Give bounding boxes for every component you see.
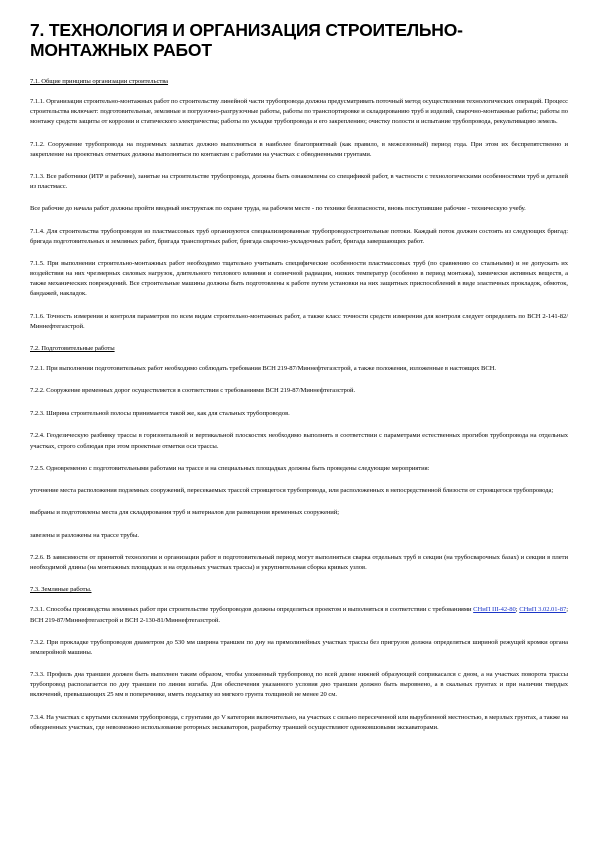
paragraph: 7.2.2. Сооружение временных дорог осуществляется в соответствии с требованиями ВСН 219-87/Миннефтегазстрой. [30,387,356,395]
paragraph-text: ; [515,606,520,614]
paragraph: завезены и разложены на трассе трубы. [30,531,139,539]
paragraph [30,605,568,625]
paragraph: выбраны и подготовлены места для складирования труб и материалов для размещения временных сооружений; [30,509,340,517]
paragraph: 7.2.1. При выполнении подготовительных работ необходимо соблюдать требования ВСН 219-87/Миннефтегазстрой, а также положения, изложенные в настоящих ВСН. [30,365,497,372]
document-body [30,77,568,733]
paragraph: уточнение места расположения подземных сооружений, пересекаемых трассой строящегося трубопровода, или расположенных в непосредственной близости от строящегося трубопровода; [30,487,554,495]
paragraph: 7.1.3. Все работники (ИТР и рабочие), занятые на строительстве трубопровода, должны быть ознакомлены со спецификой работ, в частности с технологическими особенностями труб и деталей из пластмасс. [30,172,568,191]
paragraph: 7.1.5. При выполнении строительно-монтажных работ необходимо тщательно учитывать специфические особенности пластмассовых труб (по сравнению со стальными) и не допускать их воздействия на них чрезмерных силовых нагрузок, длительного теплового влияния и солнечной радиации, низких температур (особенно в период монтажа), химически активных веществ, а также механических повреждений. Все строительные машины должны быть подготовлены к работе путем установки на них защитных приспособлений в виде эластичных прокладок, обмоток, бандажей, накладок. [30,259,568,298]
page-title: 7. ТЕХНОЛОГИЯ И ОРГАНИЗАЦИЯ СТРОИТЕЛЬНО-МОНТАЖНЫХ РАБОТ [30,20,463,60]
section-heading: 7.1. Общие принципы организации строительства [30,78,169,85]
snip-link[interactable]: СНиП III-42-80 [473,606,516,614]
paragraph: 7.2.3. Ширина строительной полосы принимается такой же, как для стальных трубопроводов. [30,409,290,417]
snip-link[interactable]: СНиП 3.02.01-87 [519,606,567,614]
paragraph-text: 7.3.1. Способы производства земляных работ при строительстве трубопроводов должны определяться проектом и выполняться в соответствии с требованиями [30,606,474,614]
paragraph: Все рабочие до начала работ должны пройти вводный инструктаж по охране труда, на рабочем месте - по технике безопасности, вновь поступившие рабочие - техническую учебу. [30,205,526,213]
paragraph: 7.2.4. Геодезическую разбивку трассы в горизонтальной и вертикальной плоскостях необходимо выполнять в соответствии с параметрами естественных прогибов трубопровода на отдельных участках, строго соблюдая при этом проектные отметки оси трассы. [30,432,568,450]
section-heading: 7.2. Подготовительные работы [30,344,115,352]
paragraph: 7.2.5. Одновременно с подготовительными работами на трассе и на специальных площадках должны быть проведены следующие мероприятия: [30,464,430,472]
paragraph: 7.3.4. На участках с крутыми склонами трубопровода, с грунтами до V категории включительно, на участках с сильно пересеченной или вырубленной местностью, в мерзлых грунтах, а также на обводненных участках, где невозможно использование роторных экскаваторов, разработку траншей осуществляют одноковшовыми экскаваторами. [30,713,568,731]
paragraph: 7.3.3. Профиль дна траншеи должен быть выполнен таким образом, чтобы уложенный трубопровод по всей длине нижней образующей соприкасался с дном, а на участках поворота трассы трубопровод располагается по дну траншеи по линии изгиба. Для обеспечения указанного условия дно траншеи должно быть выровнено, а в скальных грунтах и при наличии твердых включений, превышающих 25 мм в поперечнике, иметь подсыпку из мягкого грунта толщиной не менее 20 см. [30,671,568,699]
paragraph: 7.1.1. Организация строительно-монтажных работ по строительству линейной части трубопровода должна предусматривать поточный метод осуществления технологических операций. Процесс строительства включает: подготовительные, земляные и погрузочно-разгрузочные работы, работы по транспортировке и складированию труб и изделий, сварочно-монтажные работы; работы по монтажу средств защиты от коррозии и статического электричества; работы по укладке трубопровода и его закреплению; очистку полости и испытание трубопровода, рекультивацию земель. [30,98,568,126]
paragraph: 7.3.2. При прокладке трубопроводов диаметром до 530 мм ширина траншеи по дну на прямолинейных участках трассы без пригрузов должна определяться шириной режущей кромки органа землеройной машины. [30,638,568,656]
paragraph: 7.1.4. Для строительства трубопроводов из пластмассовых труб организуются специализированные трубопроводостроительные потоки. Каждый поток должен состоять из следующих бригад: бригада подготовительных и земляных работ, бригада транспортных работ, бригада сварочно-укладочных работ, бригада завершающих работ. [30,227,568,245]
paragraph-text: ; ВСН 219-87/Миннефтегазстрой и ВСН 2-130-81/Миннефтегазстрой. [30,606,568,624]
section-heading: 7.3. Земляные работы. [30,586,92,594]
paragraph: 7.1.2. Сооружение трубопровода на подземных захватах должно выполняться в наиболее благоприятный (как правило, в межсезонный) период года. При этом их беспрепятственно и закрепление на проектных отметках должны выполняться по контактам с работами на участках с обводненными грунтами. [30,140,568,158]
paragraph: 7.2.6. В зависимости от принятой технологии и организации работ в подготовительный период могут выполняться сварка отдельных труб в секции (на трубосварочных базах) и секции в плети необходимой длины (на монтажных площадках и на отдельных участках трассы) и укрупнительная сборка кривых узлов. [30,553,568,572]
paragraph: 7.1.6. Точность измерения и контроля параметров по всем видам строительно-монтажных работ, а также класс точности средств измерения для контроля следует определять по ВСН 2-141-82/Миннефтегазстрой. [30,312,568,330]
